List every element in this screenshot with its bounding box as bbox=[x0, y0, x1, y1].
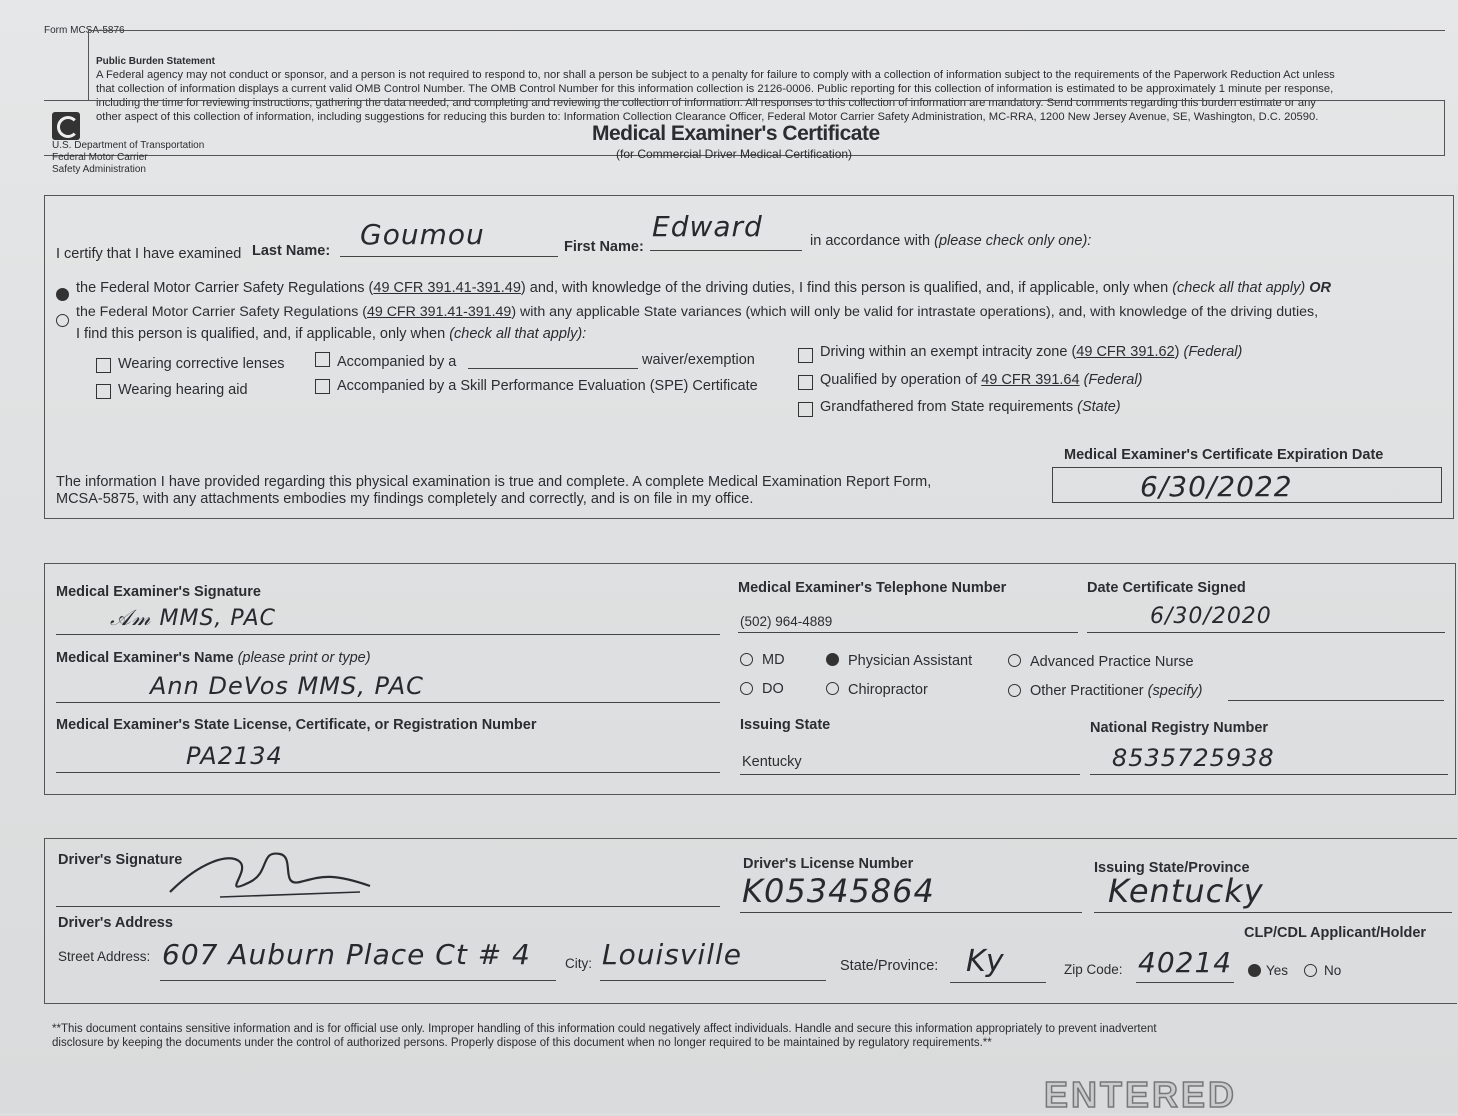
accordance-note: (please check only one): bbox=[934, 233, 1092, 249]
registry-label: National Registry Number bbox=[1090, 720, 1269, 736]
certify-intro: I certify that I have examined bbox=[56, 246, 242, 262]
accordance-label: in accordance with bbox=[810, 233, 931, 249]
driver-signature-label: Driver's Signature bbox=[58, 852, 183, 868]
agency-line: Federal Motor Carrier bbox=[52, 152, 148, 163]
examiner-name-note: (please print or type) bbox=[237, 650, 371, 666]
qualified-ref-link[interactable]: 49 CFR 391.64 bbox=[981, 372, 1080, 388]
option2-text bbox=[76, 304, 1318, 320]
examiner-name-value: Ann DeVos MMS, PAC bbox=[150, 672, 424, 700]
qualified-note: (Federal) bbox=[1083, 372, 1143, 388]
option2-radio[interactable] bbox=[56, 314, 69, 327]
street-label: Street Address: bbox=[58, 949, 151, 964]
accompanied-label: Accompanied by a bbox=[337, 354, 457, 370]
examiner-signature-label: Medical Examiner's Signature bbox=[56, 584, 261, 600]
option1-text bbox=[76, 280, 1331, 296]
footnote-line: disclosure by keeping the documents under the control of authorized persons. Properly dispose of this document when no longer required to be maintained by regulatory requirements.** bbox=[52, 1037, 992, 1049]
footnote-line: **This document contains sensitive information and is for official use only. Improper handling of this information could negatively affect individuals. Handle and secure this information appropriately to prevent inadvertent bbox=[52, 1023, 1157, 1035]
page-title: Medical Examiner's Certificate bbox=[592, 122, 880, 145]
intracity-post: ) bbox=[1174, 344, 1180, 360]
clp-no-label: No bbox=[1324, 963, 1342, 978]
burden-line: including the time for reviewing instructions, gathering the data needed, and completing and reviewing the collection of information. All responses to this collection of information are mandatory. Send comments regarding this burden estimate or any bbox=[96, 97, 1316, 109]
waiver-label: waiver/exemption bbox=[642, 352, 755, 368]
burden-line: that collection of information displays a current valid OMB Control Number. The OMB Control Number for this information collection is 2126-0006. Public reporting for this collection of information is estimated to be approximately 1 minute per response, bbox=[96, 83, 1334, 95]
examiner-phone-label: Medical Examiner's Telephone Number bbox=[738, 580, 1007, 596]
street-value: 607 Auburn Place Ct # 4 bbox=[162, 938, 531, 971]
clp-label: CLP/CDL Applicant/Holder bbox=[1244, 925, 1427, 941]
type-chiropractor-label: Chiropractor bbox=[848, 682, 928, 698]
waiver-field[interactable] bbox=[468, 356, 638, 369]
expiration-date-value: 6/30/2022 bbox=[1140, 470, 1293, 503]
hearing-aid-label: Wearing hearing aid bbox=[118, 382, 248, 398]
type-other-radio[interactable] bbox=[1008, 684, 1021, 697]
type-chiropractor-radio[interactable] bbox=[826, 682, 839, 695]
burden-line: A Federal agency may not conduct or sponsor, and a person is not required to respond to, nor shall a person be subject to a penalty for failure to comply with a collection of information subject to the requirements of the Paperwork Reduction Act unless bbox=[96, 69, 1335, 81]
accordance-text bbox=[810, 233, 1091, 249]
state-label: State/Province: bbox=[840, 958, 939, 974]
dot-logo-icon bbox=[52, 112, 80, 140]
page-subtitle: (for Commercial Driver Medical Certification) bbox=[616, 147, 853, 161]
first-name-value: Edward bbox=[652, 210, 763, 243]
zip-value: 40214 bbox=[1138, 946, 1233, 979]
attest-line2: MCSA-5875, with any attachments embodies my findings completely and correctly, and is on file in my office. bbox=[56, 491, 754, 507]
accompanied-waiver-checkbox[interactable] bbox=[315, 352, 330, 367]
driver-license-value: K05345864 bbox=[742, 872, 935, 910]
option1-pre: the Federal Motor Carrier Safety Regulations ( bbox=[76, 280, 374, 296]
hearing-aid-checkbox[interactable] bbox=[96, 384, 111, 399]
clp-no-radio[interactable] bbox=[1304, 964, 1317, 977]
intracity-pre: Driving within an exempt intracity zone ( bbox=[820, 344, 1077, 360]
date-signed-value: 6/30/2020 bbox=[1150, 604, 1272, 629]
option1-radio[interactable] bbox=[56, 288, 69, 301]
first-name-label: First Name: bbox=[564, 239, 644, 255]
grandfathered-note: (State) bbox=[1077, 399, 1121, 415]
attest-line1: The information I have provided regarding this physical examination is true and complete. A complete Medical Examination Report Form, bbox=[56, 474, 932, 490]
option2-line2-text: I find this person is qualified, and, if applicable, only when bbox=[76, 326, 446, 342]
agency-line: Safety Administration bbox=[52, 164, 146, 175]
type-apn-radio[interactable] bbox=[1008, 654, 1021, 667]
agency-name bbox=[52, 140, 204, 176]
driver-address-label: Driver's Address bbox=[58, 915, 173, 931]
qualified-pre: Qualified by operation of bbox=[820, 372, 978, 388]
type-apn-label: Advanced Practice Nurse bbox=[1030, 654, 1194, 670]
city-label: City: bbox=[565, 956, 592, 971]
expiration-label: Medical Examiner's Certificate Expiration Date bbox=[1064, 447, 1384, 463]
footnote bbox=[52, 1022, 1442, 1050]
option1-post: ) and, with knowledge of the driving duties, I find this person is qualified, and, if applicable, only when bbox=[520, 280, 1169, 296]
intracity-note: (Federal) bbox=[1183, 344, 1243, 360]
examiner-signature-value bbox=[110, 606, 276, 631]
burden-title: Public Burden Statement bbox=[96, 56, 215, 67]
registry-value: 8535725938 bbox=[1112, 744, 1275, 772]
examiner-name-label: Medical Examiner's Name bbox=[56, 650, 234, 666]
city-value: Louisville bbox=[602, 938, 742, 971]
grandfathered-checkbox[interactable] bbox=[798, 402, 813, 417]
driver-signature-mark bbox=[160, 842, 380, 906]
option2-line2 bbox=[76, 326, 586, 342]
qualified-operation-checkbox[interactable] bbox=[798, 375, 813, 390]
zip-label: Zip Code: bbox=[1064, 962, 1123, 977]
license-field[interactable] bbox=[56, 750, 720, 773]
driver-signature-field[interactable] bbox=[56, 882, 720, 907]
driver-issuing-label: Issuing State/Province bbox=[1094, 860, 1250, 876]
option1-note: (check all that apply) bbox=[1172, 280, 1306, 296]
type-pa-radio[interactable] bbox=[826, 653, 839, 666]
examiner-signature-mark: 𝒜𝓂 bbox=[110, 606, 152, 631]
option2-note: (check all that apply): bbox=[449, 326, 587, 342]
examiner-name-text bbox=[56, 650, 371, 666]
type-pa-label: Physician Assistant bbox=[848, 653, 973, 669]
issuing-state-label: Issuing State bbox=[740, 717, 831, 733]
license-label: Medical Examiner's State License, Certificate, or Registration Number bbox=[56, 717, 537, 733]
option2-ref-link[interactable]: 49 CFR 391.41-391.49 bbox=[366, 304, 512, 320]
intracity-checkbox[interactable] bbox=[798, 348, 813, 363]
license-value: PA2134 bbox=[186, 742, 283, 770]
option1-ref-link[interactable]: 49 CFR 391.41-391.49 bbox=[373, 280, 521, 296]
burden-line: other aspect of this collection of information, including suggestions for reducing this burden to: Information Collection Clearance Officer, Federal Motor Carrier Safety Administration, MC-RRA, 1200 New Jersey Avenue, SE, Washington, D.C. 20590. bbox=[96, 111, 1319, 123]
grandfathered-text bbox=[820, 399, 1121, 415]
clp-yes-radio[interactable] bbox=[1248, 964, 1261, 977]
state-value: Ky bbox=[966, 944, 1005, 979]
form-id: Form MCSA-5876 bbox=[44, 25, 125, 36]
examiner-phone-value: (502) 964-4889 bbox=[740, 614, 833, 629]
spe-checkbox[interactable] bbox=[315, 379, 330, 394]
qualified-text bbox=[820, 372, 1142, 388]
last-name-label: Last Name: bbox=[252, 243, 331, 259]
corrective-lenses-label: Wearing corrective lenses bbox=[118, 356, 285, 372]
clp-yes-label: Yes bbox=[1266, 963, 1289, 978]
corrective-lenses-checkbox[interactable] bbox=[96, 358, 111, 373]
type-md-radio[interactable] bbox=[740, 653, 753, 666]
last-name-value: Goumou bbox=[360, 218, 485, 251]
examiner-signature-text: MMS, PAC bbox=[159, 606, 276, 631]
option1-or: OR bbox=[1309, 280, 1331, 296]
type-md-label: MD bbox=[762, 652, 785, 668]
intracity-text bbox=[820, 344, 1242, 360]
driver-license-label: Driver's License Number bbox=[743, 856, 914, 872]
type-do-label: DO bbox=[762, 681, 784, 697]
type-other-note: (specify) bbox=[1147, 683, 1203, 699]
spe-label: Accompanied by a Skill Performance Evaluation (SPE) Certificate bbox=[337, 378, 758, 394]
intracity-ref-link[interactable]: 49 CFR 391.62 bbox=[1076, 344, 1175, 360]
type-other-text bbox=[1030, 683, 1202, 699]
type-other-label: Other Practitioner bbox=[1030, 683, 1144, 699]
option2-post: ) with any applicable State variances (which will only be valid for intrastate operations), and, with knowledge of the driving duties, bbox=[511, 304, 1319, 320]
entered-stamp: ENTERED bbox=[1044, 1074, 1238, 1115]
driver-issuing-value: Kentucky bbox=[1108, 872, 1264, 910]
issuing-state-value: Kentucky bbox=[742, 754, 802, 770]
type-do-radio[interactable] bbox=[740, 682, 753, 695]
option2-pre: the Federal Motor Carrier Safety Regulations ( bbox=[76, 304, 367, 320]
type-other-field[interactable] bbox=[1228, 686, 1444, 701]
agency-line: U.S. Department of Transportation bbox=[52, 140, 205, 151]
grandfathered-label: Grandfathered from State requirements bbox=[820, 399, 1074, 415]
date-signed-label: Date Certificate Signed bbox=[1087, 580, 1246, 596]
